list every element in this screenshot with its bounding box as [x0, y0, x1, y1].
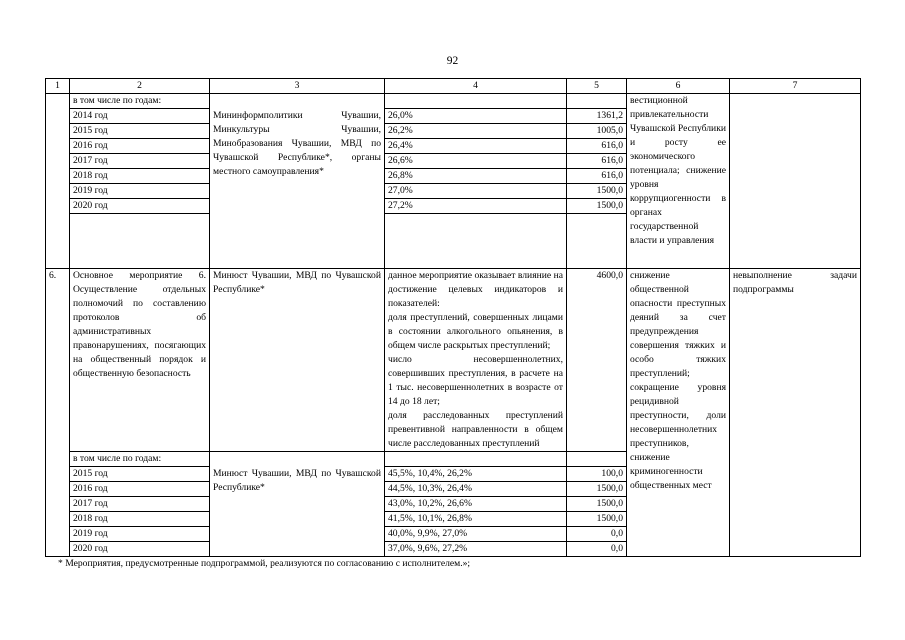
indicator-cell: [385, 94, 567, 109]
amount-cell: [567, 214, 627, 269]
measure-text: Основное мероприятие 6. Осуществление отдельных полномочий по составлению протоколов об административных правонарушениях, посягающих на общественный порядок и общественную безопасность: [70, 269, 210, 452]
year-cell: 2017 год: [70, 154, 210, 169]
indicator-cell: 26,4%: [385, 139, 567, 154]
executors-cell: [210, 94, 385, 109]
amount-cell: 616,0: [567, 169, 627, 184]
year-cell: 2015 год: [70, 124, 210, 139]
amount-cell: 1500,0: [567, 199, 627, 214]
column-header: 3: [210, 79, 385, 94]
year-cell: 2018 год: [70, 169, 210, 184]
amount-cell: 1500,0: [567, 482, 627, 497]
amount-cell: 1500,0: [567, 497, 627, 512]
column-header: 6: [627, 79, 730, 94]
year-cell: 2015 год: [70, 467, 210, 482]
indicator-cell: 41,5%, 10,1%, 26,8%: [385, 512, 567, 527]
indicator-cell: 26,6%: [385, 154, 567, 169]
executors-text: Минюст Чувашии, МВД по Чувашской Республике*: [210, 467, 385, 557]
year-cell: 2020 год: [70, 199, 210, 214]
result-text: снижение общественной опасности преступных деяний за счет предупреждения совершения тяжких и особо тяжких преступлений; сокращение уровня рецидивной преступности, доли несовершеннолетних преступников, снижение криминогенности общественных мест: [627, 269, 730, 557]
indicators-text: данное мероприятие оказывает влияние на достижение целевых индикаторов и показателей: доля преступлений, совершенных лицами в состоянии алкогольного опьянения, в общем числе раскрытых преступлений; число несовершеннолетних, совершивших преступления, в расчете на 1 тыс. несовершеннолетних в возрасте от 14 до 18 лет; доля расследованных преступлений превентивной направленности в общем числе расследованных преступлений: [385, 269, 567, 452]
indicator-cell: 26,2%: [385, 124, 567, 139]
amount-cell: 616,0: [567, 139, 627, 154]
amount-cell: 1500,0: [567, 184, 627, 199]
amount-cell: 0,0: [567, 527, 627, 542]
year-cell: 2017 год: [70, 497, 210, 512]
table-row: [46, 94, 861, 109]
years-label: в том числе по годам:: [70, 452, 210, 467]
indicator-cell: [385, 452, 567, 467]
indicator-cell: 26,0%: [385, 109, 567, 124]
amount-cell: [567, 452, 627, 467]
amount-cell: [567, 94, 627, 109]
year-cell: 2018 год: [70, 512, 210, 527]
indicator-cell: 43,0%, 10,2%, 26,6%: [385, 497, 567, 512]
indicator-cell: 45,5%, 10,4%, 26,2%: [385, 467, 567, 482]
year-cell: 2014 год: [70, 109, 210, 124]
year-cell: 2016 год: [70, 139, 210, 154]
table-row: [46, 269, 861, 452]
amount-cell: 4600,0: [567, 269, 627, 452]
year-cell: 2019 год: [70, 527, 210, 542]
consequence-cell: [730, 94, 861, 269]
column-header: 4: [385, 79, 567, 94]
indicator-cell: 37,0%, 9,6%, 27,2%: [385, 542, 567, 557]
years-label: в том числе по годам:: [70, 94, 210, 109]
year-cell: 2020 год: [70, 542, 210, 557]
indicator-cell: 40,0%, 9,9%, 27,0%: [385, 527, 567, 542]
consequence-text: невыполнение задачи подпрограммы: [730, 269, 861, 557]
page-number: 92: [446, 55, 459, 67]
amount-cell: 616,0: [567, 154, 627, 169]
footnote: * Мероприятия, предусмотренные подпрограммой, реализуются по согласованию с исполнителем.»;: [58, 558, 471, 569]
executors-text: Минюст Чувашии, МВД по Чувашской Республике*: [210, 269, 385, 452]
indicator-cell: 27,0%: [385, 184, 567, 199]
executors-cell: [210, 452, 385, 467]
indicator-cell: [385, 214, 567, 269]
number-cell: [46, 94, 70, 269]
result-text: вестиционной привлекательности Чувашской Республики и росту ее экономического потенциала; снижение уровня коррупциогенности в органах государственной власти и управления: [627, 94, 730, 269]
column-header: 7: [730, 79, 861, 94]
year-cell: 2016 год: [70, 482, 210, 497]
indicator-cell: 27,2%: [385, 199, 567, 214]
year-cell: [70, 214, 210, 269]
column-header-row: [46, 79, 861, 94]
column-header: 1: [46, 79, 70, 94]
column-header: 5: [567, 79, 627, 94]
year-cell: 2019 год: [70, 184, 210, 199]
executors-text: Мининформполитики Чувашии, Минкультуры Чувашии, Минобразования Чувашии, МВД по Чувашской Республике*, органы местного самоуправления*: [210, 109, 385, 269]
amount-cell: 1005,0: [567, 124, 627, 139]
amount-cell: 1500,0: [567, 512, 627, 527]
column-header: 2: [70, 79, 210, 94]
measure-number: 6.: [46, 269, 70, 557]
amount-cell: 1361,2: [567, 109, 627, 124]
indicator-cell: 26,8%: [385, 169, 567, 184]
amount-cell: 0,0: [567, 542, 627, 557]
indicator-cell: 44,5%, 10,3%, 26,4%: [385, 482, 567, 497]
program-table: [45, 78, 861, 557]
amount-cell: 100,0: [567, 467, 627, 482]
